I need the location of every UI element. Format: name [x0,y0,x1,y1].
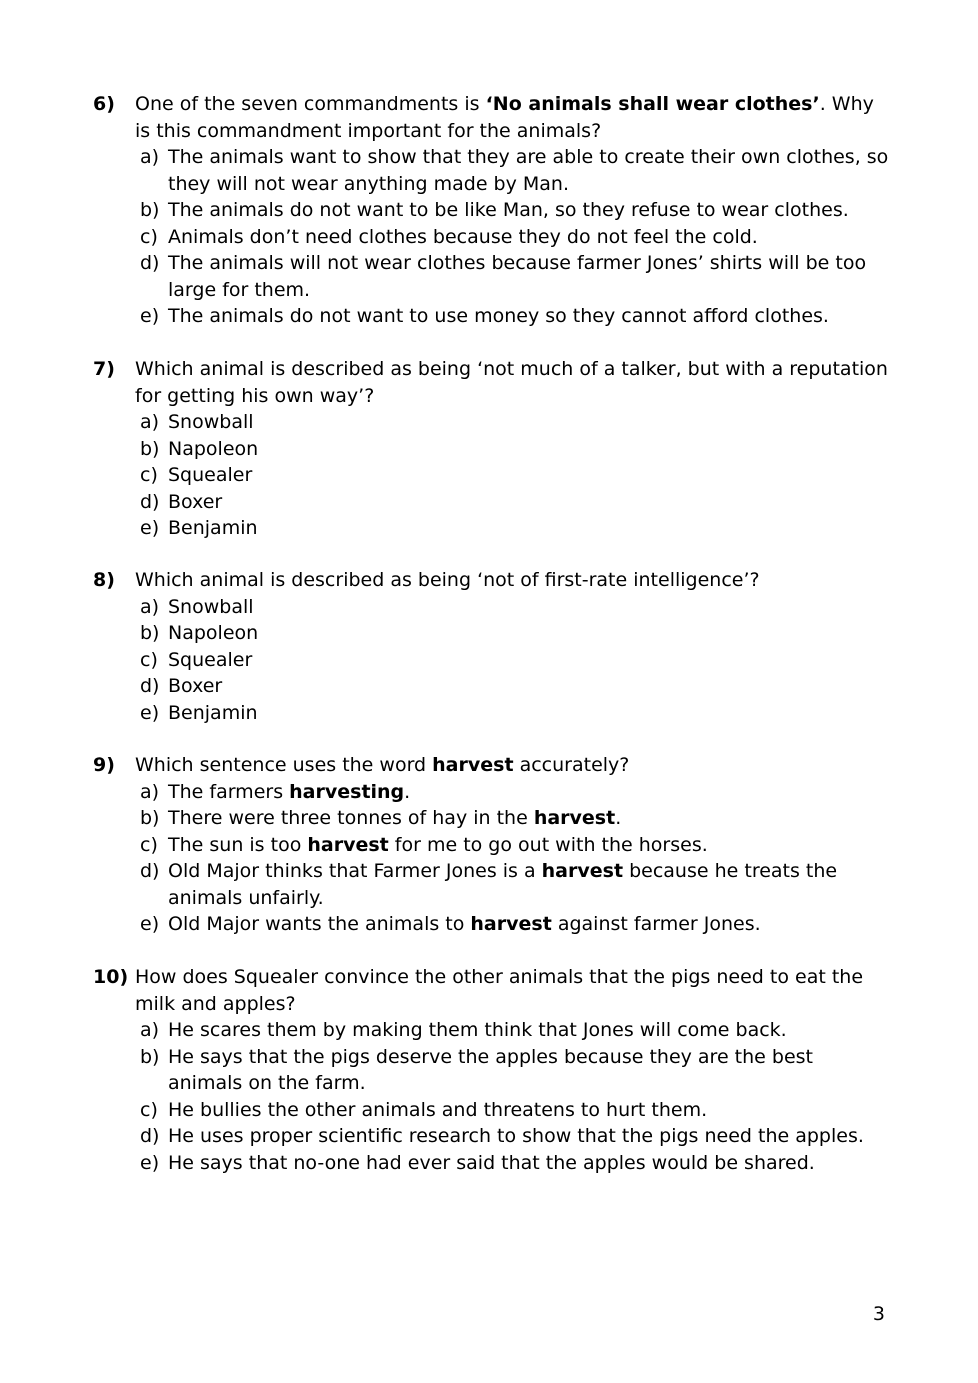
question-number: 9) [93,754,115,776]
question-number: 6) [93,93,115,115]
option-letter: d) [140,1125,160,1147]
option-a [93,144,893,197]
keyword: harvest [533,807,616,829]
keyword: harvest [432,754,514,776]
option-text: He says that no-one had ever said that the apples would be shared. [168,1151,815,1174]
option-d: d) Old Major thinks that Farmer Jones is a harvest because he treats the animals unfairly. [140,860,838,909]
option-text: Napoleon [168,622,259,644]
option-c: c) The sun is too harvest for me to go out with the horses. [93,832,893,859]
answer-options [93,144,893,330]
option-letter: c) [140,648,158,671]
commandment-quote: ‘No animals shall wear clothes’ [485,93,820,115]
option-letter: c) [140,225,158,248]
option-letter: d) [140,675,160,697]
option-text: Boxer [168,675,223,697]
option-letter: e) [140,701,160,724]
option-text: Snowball [168,595,254,618]
option-c [93,1097,893,1124]
option-e [93,515,893,542]
option-letter: a) [140,1019,160,1041]
keyword: harvest [470,913,552,935]
question-9 [93,752,893,938]
option-text: The animals want to show that they are able to create their own clothes, so they will not wear anything made by Man. [168,146,889,195]
option-letter: e) [140,1151,160,1174]
question-7 [93,356,893,542]
question-text: Which animal is described as being ‘not of first-rate intelligence’? [135,569,760,591]
keyword: harvest [541,860,624,882]
option-letter: b) [140,437,160,460]
question-number: 10) [93,966,129,988]
option-letter: c) [140,833,158,856]
question-8 [93,567,893,726]
question-number: 8) [93,569,115,591]
keyword: harvest [307,833,389,856]
option-letter: e) [140,517,160,539]
keyword: harvesting [289,780,405,803]
option-text: The animals do not want to use money so they cannot afford clothes. [168,305,829,327]
option-b [93,436,893,463]
option-text: The animals do not want to be like Man, so they refuse to wear clothes. [168,199,849,221]
question-stem: 6) One of the seven commandments is ‘No animals shall wear clothes’. Why is this commandment important for the animals? [93,93,874,142]
option-d [93,1123,893,1150]
answer-options [93,779,893,938]
option-letter: d) [140,252,160,274]
option-e [93,303,893,330]
answer-options [93,594,893,727]
option-text: Benjamin [168,517,258,539]
option-letter: a) [140,146,160,168]
question-number: 7) [93,358,115,380]
option-letter: b) [140,1045,160,1068]
option-e [93,1150,893,1177]
question-10 [93,964,893,1176]
option-a [93,594,893,621]
option-letter: c) [140,464,158,486]
question-text: How does Squealer convince the other animals that the pigs need to eat the milk and apples? [135,966,864,1015]
option-text: Squealer [168,648,253,671]
option-b [93,197,893,224]
option-text: He scares them by making them think that Jones will come back. [168,1019,787,1041]
option-letter: c) [140,1098,158,1121]
option-letter: a) [140,780,160,803]
option-d [93,250,893,303]
option-text: He says that the pigs deserve the apples because they are the best animals on the farm. [168,1045,813,1094]
option-c [93,462,893,489]
question-text: Which animal is described as being ‘not much of a talker, but with a reputation for getting his own way’? [135,358,888,407]
option-letter: e) [140,305,160,327]
option-letter: a) [140,411,160,433]
option-text: Napoleon [168,437,259,460]
option-a: a) The farmers harvesting. [93,779,893,806]
option-e: e) Old Major wants the animals to harvest against farmer Jones. [93,911,893,938]
option-text: Snowball [168,411,254,433]
option-text: He bullies the other animals and threatens to hurt them. [168,1098,708,1121]
option-c [93,224,893,251]
option-letter: b) [140,199,160,221]
answer-options [93,1017,893,1176]
page-number: 3 [872,1303,885,1325]
option-d [93,673,893,700]
option-b [93,620,893,647]
option-text: Boxer [168,490,223,513]
option-e [93,700,893,727]
option-text: The animals will not wear clothes because farmer Jones’ shirts will be too large for them. [168,252,867,301]
question-stem [93,964,893,1017]
answer-options [93,409,893,542]
option-letter: d) [140,490,160,513]
option-text: He uses proper scientific research to show that the pigs need the apples. [168,1125,864,1147]
option-a [93,409,893,436]
question-stem [93,356,893,409]
option-letter: b) [140,807,160,829]
option-text: Animals don’t need clothes because they do not feel the cold. [168,225,758,248]
option-b [93,1044,893,1097]
option-b: b) There were three tonnes of hay in the harvest. [93,805,893,832]
question-6 [93,91,893,330]
option-text: Benjamin [168,701,258,724]
option-c [93,647,893,674]
option-letter: e) [140,913,160,935]
option-letter: a) [140,595,160,618]
option-text: Squealer [168,464,253,486]
option-d [93,489,893,516]
option-letter: d) [140,860,160,882]
question-stem [93,567,893,594]
question-stem: 9) Which sentence uses the word harvest accurately? [93,752,893,779]
option-letter: b) [140,622,160,644]
option-a [93,1017,893,1044]
